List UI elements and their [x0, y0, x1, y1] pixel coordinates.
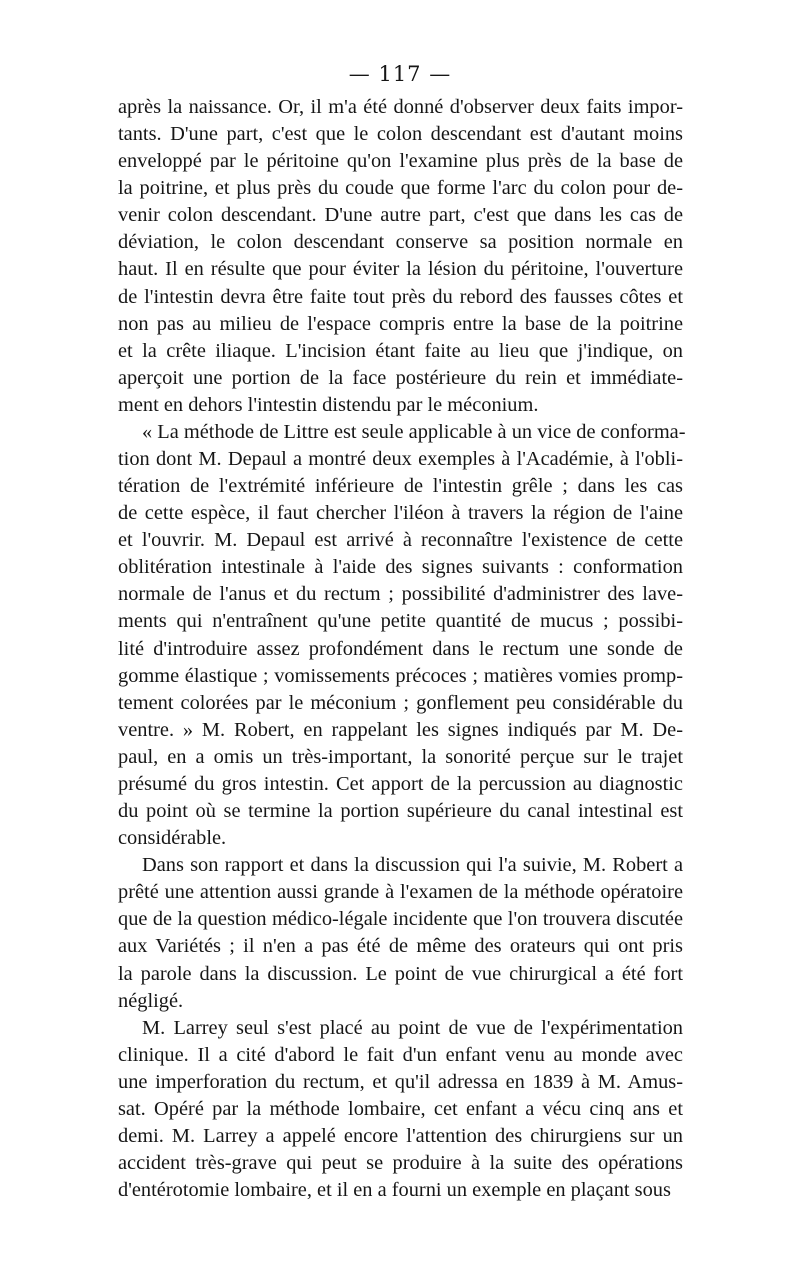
text-line: du point où se termine la portion supérieure du canal intestinal est: [118, 800, 683, 823]
text-line: clinique. Il a cité d'abord le fait d'un enfant venu au monde avec: [118, 1043, 683, 1066]
text-line: sat. Opéré par la méthode lombaire, cet enfant a vécu cinq ans et: [118, 1097, 683, 1120]
text-line: de l'intestin devra être faite tout près du rebord des fausses côtes et: [118, 285, 683, 308]
text-line: ment en dehors l'intestin distendu par le méconium.: [118, 393, 539, 416]
text-line: normale de l'anus et du rectum ; possibilité d'administrer des lave-: [118, 583, 683, 606]
text-line: oblitération intestinale à l'aide des signes suivants : conformation: [118, 556, 683, 579]
text-line: haut. Il en résulte que pour éviter la lésion du péritoine, l'ouverture: [118, 258, 683, 281]
text-line: ments qui n'entraînent qu'une petite quantité de mucus ; possibi-: [118, 610, 683, 633]
text-line: et la crête iliaque. L'incision étant faite au lieu que j'indique, on: [118, 339, 683, 362]
text-line: tération de l'extrémité inférieure de l'intestin grêle ; dans les cas: [118, 475, 683, 498]
text-line: d'entérotomie lombaire, et il en a fourni un exemple en plaçant sous: [118, 1179, 671, 1202]
text-line: une imperforation du rectum, et qu'il adressa en 1839 à M. Amus-: [118, 1070, 683, 1093]
text-line: lité d'introduire assez profondément dans le rectum une sonde de: [118, 637, 683, 660]
text-line: et l'ouvrir. M. Depaul est arrivé à reconnaître l'existence de cette: [118, 529, 683, 552]
text-line: tion dont M. Depaul a montré deux exemples à l'Académie, à l'obli-: [118, 448, 683, 471]
text-line: déviation, le colon descendant conserve sa position normale en: [118, 231, 683, 254]
text-line: ventre. » M. Robert, en rappelant les signes indiqués par M. De-: [118, 718, 683, 741]
text-line: tants. D'une part, c'est que le colon descendant est d'autant moins: [118, 123, 683, 146]
text-line: aperçoit une portion de la face postérieure du rein et immédiate-: [118, 366, 683, 389]
text-line: M. Larrey seul s'est placé au point de vue de l'expérimentation: [142, 1016, 683, 1039]
body-text: [118, 94, 686, 1204]
text-line: aux Variétés ; il n'en a pas été de même des orateurs qui ont pris: [118, 935, 683, 958]
text-line: paul, en a omis un très-important, la sonorité perçue sur le trajet: [118, 745, 683, 768]
text-line: gomme élastique ; vomissements précoces ; matières vomies promp-: [118, 664, 683, 687]
text-line: demi. M. Larrey a appelé encore l'attention des chirurgiens sur un: [118, 1124, 683, 1147]
text-line: Dans son rapport et dans la discussion qui l'a suivie, M. Robert a: [142, 854, 683, 877]
page-number: — 117 —: [348, 62, 452, 86]
text-line: enveloppé par le péritoine qu'on l'examine plus près de la base de: [118, 150, 683, 173]
text-line: la poitrine, et plus près du coude que forme l'arc du colon pour de-: [118, 177, 683, 200]
text-line: « La méthode de Littre est seule applicable à un vice de conforma-: [142, 420, 686, 443]
text-line: la parole dans la discussion. Le point de vue chirurgical a été fort: [118, 962, 683, 985]
text-line: venir colon descendant. D'une autre part, c'est que dans les cas de: [118, 204, 683, 227]
text-line: accident très-grave qui peut se produire à la suite des opérations: [118, 1152, 683, 1175]
text-line: non pas au milieu de l'espace compris entre la base de la poitrine: [118, 312, 683, 335]
text-line: prêté une attention aussi grande à l'examen de la méthode opératoire: [118, 881, 683, 904]
text-line: de cette espèce, il faut chercher l'iléon à travers la région de l'aine: [118, 502, 683, 525]
text-line: tement colorées par le méconium ; gonflement peu considérable du: [118, 691, 683, 714]
text-line: après la naissance. Or, il m'a été donné d'observer deux faits impor-: [118, 96, 683, 118]
text-line: que de la question médico-légale incidente que l'on trouvera discutée: [118, 908, 683, 931]
text-line: présumé du gros intestin. Cet apport de la percussion au diagnostic: [118, 772, 683, 795]
text-line: considérable.: [118, 827, 227, 850]
text-line: négligé.: [118, 989, 184, 1012]
